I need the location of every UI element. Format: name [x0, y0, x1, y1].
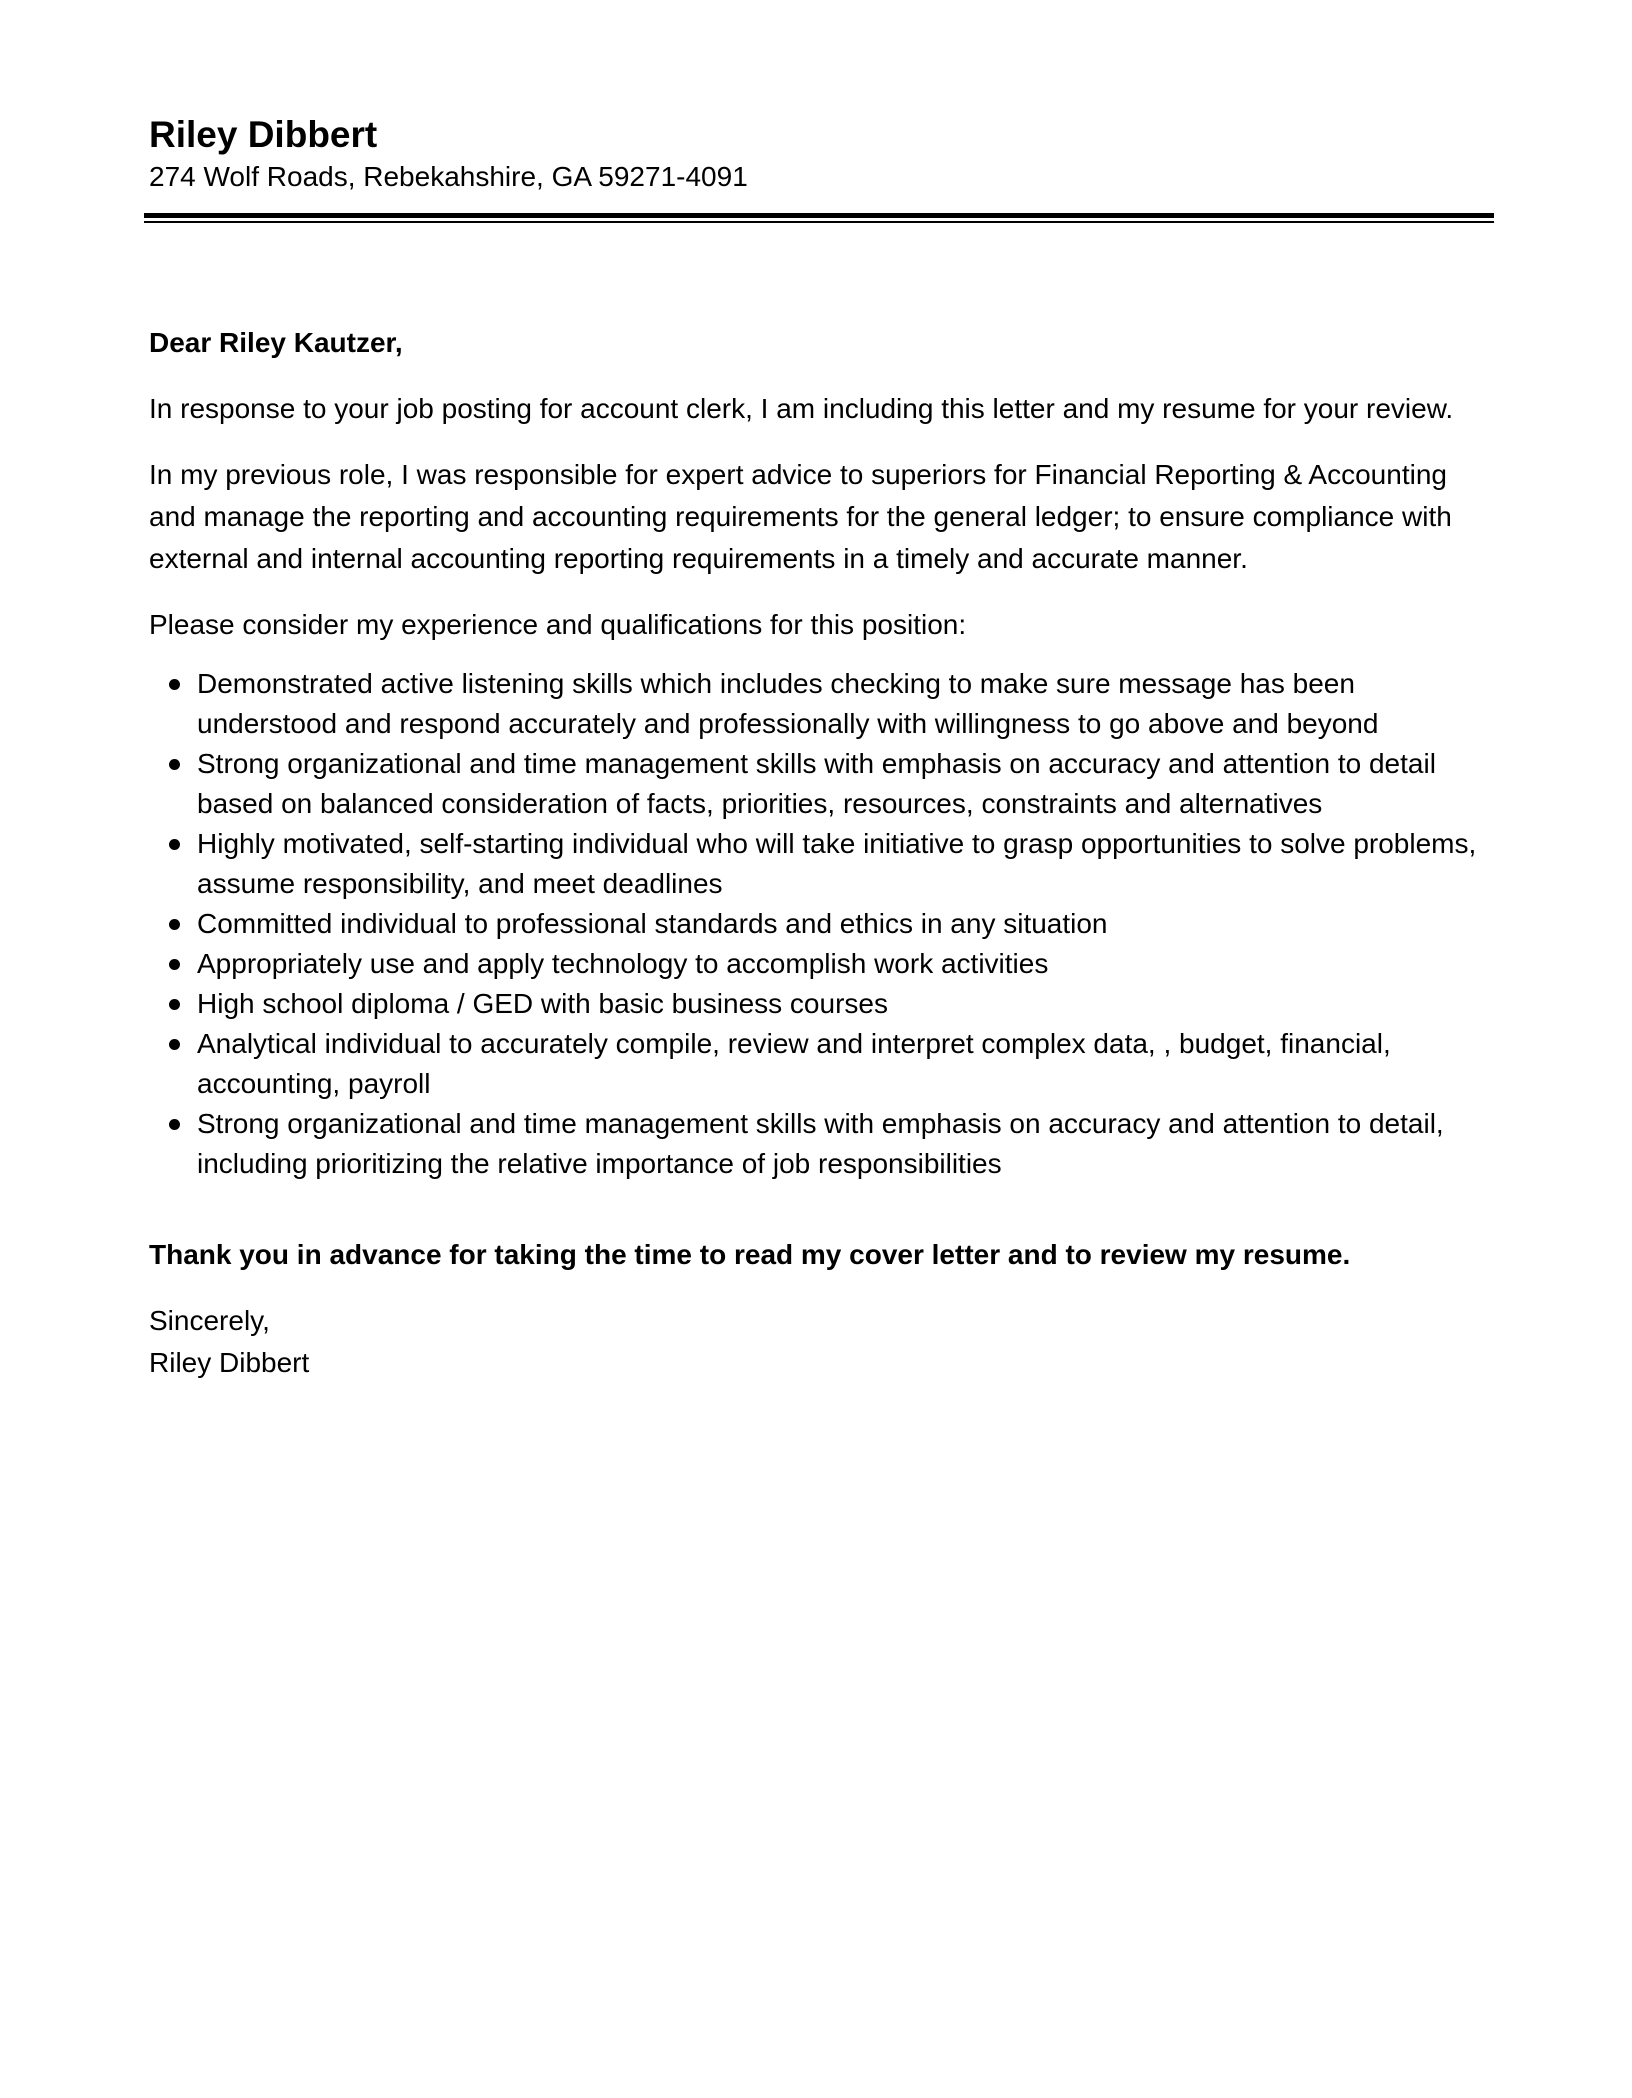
letter-body — [149, 322, 1494, 1384]
list-item — [149, 664, 1494, 744]
list-item-text: Strong organizational and time management skills with emphasis on accuracy and attention to detail, including prioritizing the relative importance of job responsibilities — [197, 1108, 1444, 1179]
closing-paragraph: Thank you in advance for taking the time to read my cover letter and to review my resume. — [149, 1239, 1351, 1270]
bullet-icon — [169, 679, 180, 690]
bullet-icon — [169, 959, 180, 970]
list-item — [149, 944, 1494, 984]
list-item — [149, 744, 1494, 824]
bullet-icon — [169, 759, 180, 770]
list-item — [149, 824, 1494, 904]
list-item — [149, 984, 1494, 1024]
list-item-text: Demonstrated active listening skills which includes checking to make sure message has been understood and respond accurately and professionally with willingness to go above and beyond — [197, 668, 1379, 739]
list-item-text: Strong organizational and time management skills with emphasis on accuracy and attention to detail based on balanced consideration of facts, priorities, resources, constraints and alternatives — [197, 748, 1436, 819]
sender-name: Riley Dibbert — [149, 114, 378, 155]
list-item — [149, 904, 1494, 944]
list-item-text: Committed individual to professional standards and ethics in any situation — [197, 908, 1108, 939]
header-divider-thin — [144, 221, 1494, 223]
list-item — [149, 1024, 1494, 1104]
bullet-icon — [169, 1119, 180, 1130]
signoff: Sincerely, — [149, 1305, 270, 1336]
list-item-text: Highly motivated, self-starting individual who will take initiative to grasp opportunities to solve problems, assume responsibility, and meet deadlines — [197, 828, 1477, 899]
bullet-icon — [169, 1039, 180, 1050]
sender-address: 274 Wolf Roads, Rebekahshire, GA 59271-4091 — [149, 161, 748, 192]
list-item — [149, 1104, 1494, 1184]
letter-header — [149, 112, 1489, 196]
header-divider-thick — [144, 213, 1494, 218]
list-item-text: Analytical individual to accurately compile, review and interpret complex data, , budget, financial, accounting, payroll — [197, 1028, 1391, 1099]
bullet-icon — [169, 999, 180, 1010]
salutation: Dear Riley Kautzer, — [149, 327, 403, 358]
bullet-icon — [169, 919, 180, 930]
signature: Riley Dibbert — [149, 1347, 310, 1378]
list-item-text: Appropriately use and apply technology to accomplish work activities — [197, 948, 1049, 979]
qualifications-list — [149, 664, 1494, 1184]
experience-paragraph: In my previous role, I was responsible for expert advice to superiors for Financial Reporting & Accounting and manage the reporting and accounting requirements for the general ledger; to ensure compliance with external and internal accounting reporting requirements in a timely and accurate manner. — [149, 459, 1452, 574]
bullet-icon — [169, 839, 180, 850]
consider-paragraph: Please consider my experience and qualifications for this position: — [149, 609, 967, 640]
list-item-text: High school diploma / GED with basic business courses — [197, 988, 888, 1019]
intro-paragraph: In response to your job posting for account clerk, I am including this letter and my resume for your review. — [149, 393, 1454, 424]
